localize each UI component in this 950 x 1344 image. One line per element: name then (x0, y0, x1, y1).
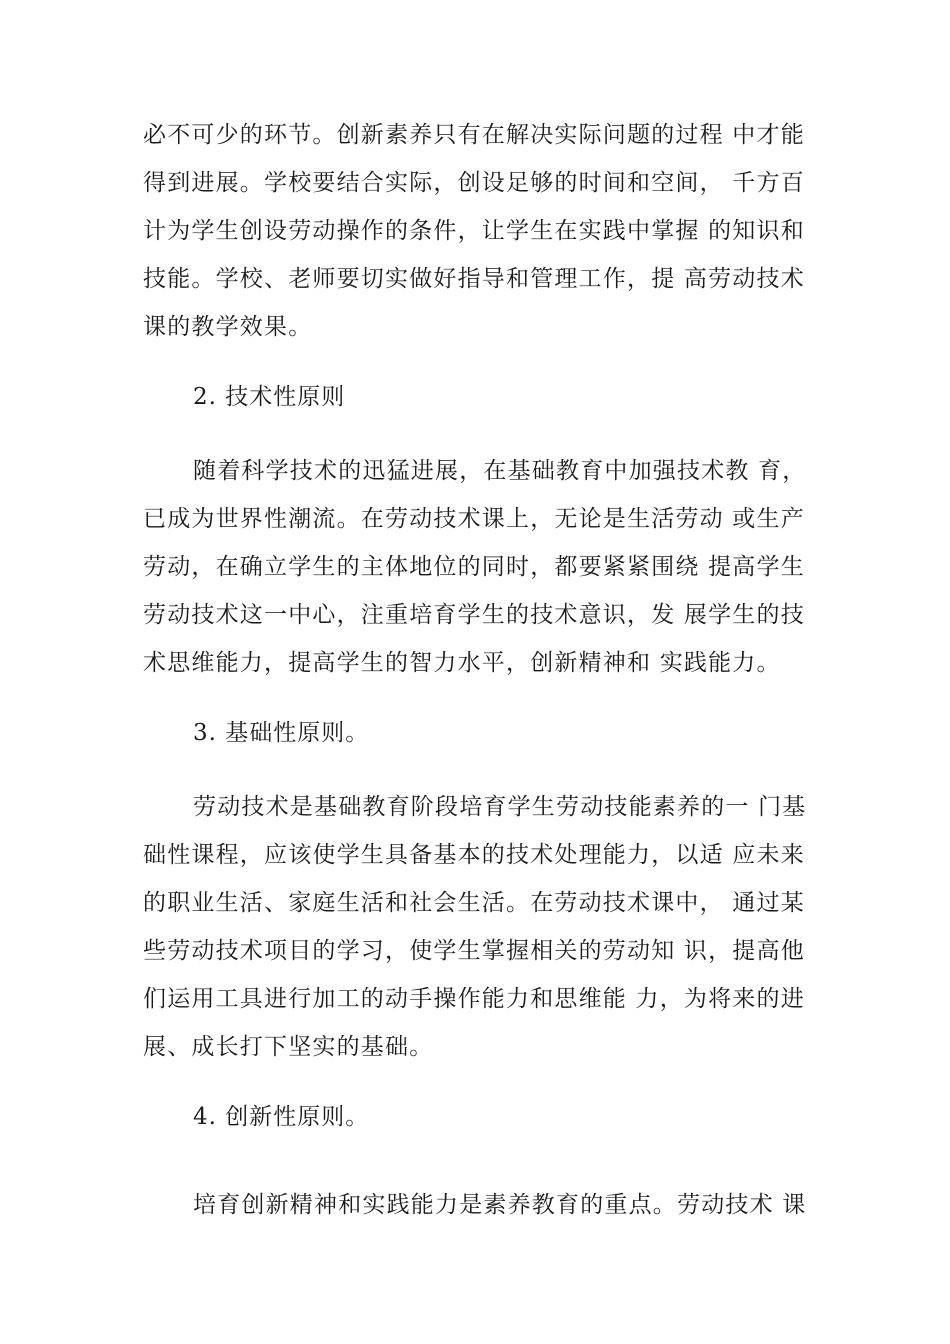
section-heading-innovative: 4. 创新性原则。 (193, 1104, 370, 1130)
text-line: 随着科学技术的迅猛进展，在基础教育中加强技术教 育， (193, 458, 807, 484)
text-line: 术思维能力，提高学生的智力水平，创新精神和 实践能力。 (143, 650, 781, 676)
paragraph-innovative (143, 1181, 833, 1229)
document-body (143, 111, 833, 1229)
text-line: 们运用工具进行加工的动手操作能力和思维能 力，为将来的进 (143, 986, 805, 1012)
spacer (143, 687, 833, 709)
spacer (143, 421, 833, 447)
text-line: 的职业生活、家庭生活和社会生活。在劳动技术课中， 通过某 (143, 890, 805, 916)
text-line: 课的教学效果。 (143, 314, 313, 340)
text-line: 技能。学校、老师要切实做好指导和管理工作，提 高劳动技术 (143, 266, 805, 292)
text-line: 得到进展。学校要结合实际，创设足够的时间和空间， 千方百 (143, 170, 805, 196)
text-line: 计为学生创设劳动操作的条件，让学生在实践中掌握 的知识和 (143, 218, 805, 244)
text-line: 础性课程，应该使学生具备基本的技术处理能力，以适 应未来 (143, 842, 805, 868)
section-heading-foundational: 3. 基础性原则。 (193, 720, 370, 746)
spacer (143, 351, 833, 373)
spacer (143, 1141, 833, 1181)
section-heading-technical: 2. 技术性原则 (193, 384, 346, 410)
text-line: 必不可少的环节。创新素养只有在解决实际问题的过程 中才能 (143, 122, 805, 148)
paragraph-foundational (143, 783, 833, 1071)
paragraph-creativity-continued (143, 111, 833, 351)
paragraph-technical (143, 447, 833, 687)
text-line: 些劳动技术项目的学习，使学生掌握相关的劳动知 识，提高他 (143, 938, 805, 964)
text-line: 培育创新精神和实践能力是素养教育的重点。劳动技术 课 (193, 1192, 807, 1218)
text-line: 劳动技术这一中心，注重培育学生的技术意识，发 展学生的技 (143, 602, 805, 628)
text-line: 劳动，在确立学生的主体地位的同时，都要紧紧围绕 提高学生 (143, 554, 805, 580)
text-line: 展、成长打下坚实的基础。 (143, 1034, 434, 1060)
text-line: 劳动技术是基础教育阶段培育学生劳动技能素养的一 门基 (193, 794, 807, 820)
spacer (143, 757, 833, 783)
spacer (143, 1071, 833, 1093)
text-line: 已成为世界性潮流。在劳动技术课上，无论是生活劳动 或生产 (143, 506, 805, 532)
